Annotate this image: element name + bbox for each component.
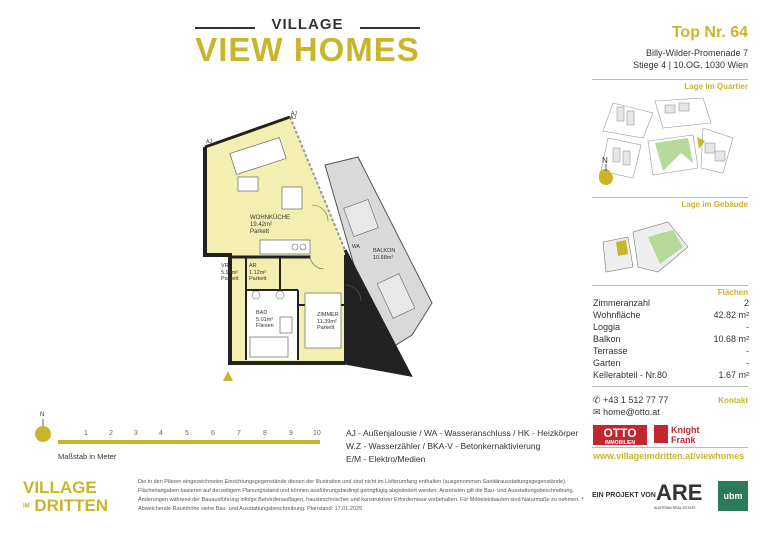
divider bbox=[592, 285, 748, 286]
legend-line-3: E/M - Elektro/Medien bbox=[346, 454, 426, 464]
are-sub-label: AUSTRIAN REAL ESTATE bbox=[654, 506, 696, 510]
facts-row: Kellerabteil - Nr.80 1.67 m² bbox=[593, 370, 749, 380]
village-view-homes-logo bbox=[195, 16, 420, 67]
toilet-icon bbox=[252, 291, 260, 299]
village-im-dritten-logo: VILLAGE IM DRITTEN bbox=[23, 478, 109, 515]
washbasin bbox=[280, 317, 292, 333]
divider bbox=[592, 79, 748, 80]
room-label-bad: BAD 5.01m² Fliesen bbox=[256, 310, 274, 329]
aj-mark: AJ bbox=[291, 111, 297, 117]
scale-tick-label: 8 bbox=[263, 430, 267, 437]
scale-tick-label: 5 bbox=[185, 430, 189, 437]
dining-table bbox=[282, 187, 302, 209]
legend-line-2: W.Z - Wasserzähler / BKA-V - Betonkernaktivierung bbox=[346, 441, 541, 451]
gebaeude-label: Lage im Gebäude bbox=[681, 200, 748, 209]
legend-line-1: AJ - Außenjalousie / WA - Wasseranschluss / HK - Heizkörper bbox=[346, 428, 579, 438]
map-block bbox=[655, 98, 711, 128]
logo-village-text: VILLAGE bbox=[271, 16, 344, 33]
scale-compass-letter: N bbox=[40, 412, 45, 418]
scale-tick-label: 3 bbox=[134, 430, 138, 437]
room-label-balkon: BALKON 10.68m² bbox=[373, 248, 396, 261]
phone-icon: ✆ bbox=[593, 395, 601, 405]
room-label-zimmer: ZIMMER 11.39m² Parkett bbox=[317, 312, 339, 331]
facts-row: Terrasse - bbox=[593, 346, 749, 356]
facts-table bbox=[593, 298, 749, 382]
svg-text:AJ: AJ bbox=[206, 139, 212, 145]
svg-text:AJ: AJ bbox=[290, 115, 296, 121]
map-unit-marker bbox=[697, 137, 705, 149]
map-building bbox=[665, 105, 675, 113]
scale-compass-icon bbox=[32, 418, 54, 444]
scale-tick-label: 7 bbox=[237, 430, 241, 437]
quartier-label: Lage im Quartier bbox=[684, 82, 748, 91]
room-label-ar: AR 1.12m² Parkett bbox=[249, 263, 267, 282]
facts-row: Wohnfläche 42.82 m² bbox=[593, 310, 749, 320]
facts-row: Garten - bbox=[593, 358, 749, 368]
scale-tick-label: 6 bbox=[211, 430, 215, 437]
entrance-arrow-icon bbox=[223, 371, 233, 381]
quartier-map bbox=[593, 93, 748, 193]
phone-row[interactable] bbox=[593, 395, 668, 406]
scale-tick-label: 2 bbox=[109, 430, 113, 437]
map-green-area bbox=[655, 138, 693, 171]
mail-icon: ✉ bbox=[593, 407, 601, 417]
are-logo: ARE bbox=[656, 480, 703, 505]
ein-projekt-label: EIN PROJEKT VON bbox=[592, 492, 656, 499]
scale-bar bbox=[58, 440, 320, 444]
compass-icon bbox=[598, 164, 614, 186]
map-building bbox=[715, 151, 725, 161]
facts-row: Zimmeranzahl 2 bbox=[593, 298, 749, 308]
logo-rule-right bbox=[360, 27, 420, 29]
map-building bbox=[617, 107, 624, 121]
map-building bbox=[627, 111, 634, 125]
floor-plan bbox=[190, 105, 450, 390]
email-address: home@otto.at bbox=[603, 407, 660, 417]
map-building bbox=[613, 148, 620, 162]
scale-tick-label: 9 bbox=[289, 430, 293, 437]
unit-number: Top Nr. 64 bbox=[671, 24, 748, 41]
disclaimer-text: Die in den Plänen eingezeichneten Einrichtungsgegenstände dienen der Illustration und sind nicht im Lieferumfang enthalten (ausgenommen Sanitärausstattungsgegenstände). Flächenangaben basieren auf derzeitigem Planungsstand und können ausführungsbedingt geringfügig abgeändert werden. Ansonsten gilt die Bau- und Ausstattungsbeschreibung. Änderungen während der Bauausführung infolge Behördenauflagen, hausteschnischer und konstruktiver Erfordernisse vorbehalten. Für Möbeleinbauten sind Naturmaße zu nehmen. * Abweichende Raumhöhe siehe Bau- und Ausstattungsbeschreibung. Planstand: 17.01.2025 bbox=[138, 479, 584, 512]
bathtub bbox=[250, 337, 288, 357]
knight-frank-icon bbox=[654, 425, 668, 443]
divider bbox=[592, 197, 748, 198]
coffee-table bbox=[238, 177, 258, 191]
logo-rule-left bbox=[195, 27, 255, 29]
facts-row: Loggia - bbox=[593, 322, 749, 332]
email-row[interactable] bbox=[593, 407, 660, 418]
facts-row: Balkon 10.68 m² bbox=[593, 334, 749, 344]
address-line-2: Stiege 4 | 10.OG, 1030 Wien bbox=[633, 60, 748, 70]
scale-label: Maßstab in Meter bbox=[58, 452, 117, 461]
facts-label: Flächen bbox=[717, 288, 748, 297]
divider bbox=[592, 447, 748, 448]
washer-icon bbox=[276, 291, 284, 299]
map-compass-letter: N bbox=[602, 156, 608, 165]
wa-mark: WA bbox=[352, 244, 360, 250]
divider bbox=[592, 386, 748, 387]
address-line-1: Billy-Wilder-Promenade 7 bbox=[645, 48, 748, 58]
map-building bbox=[679, 103, 689, 111]
room-label-vr: VR 5.94m² Parkett bbox=[221, 263, 239, 282]
map-building bbox=[623, 151, 630, 165]
logo-view-homes-text: VIEW HOMES bbox=[195, 31, 420, 68]
scale-tick-label: 1 bbox=[84, 430, 88, 437]
website-link[interactable]: www.villageimdritten.at/viewhomes bbox=[593, 451, 745, 461]
knight-frank-logo: Knight Frank bbox=[671, 425, 700, 445]
otto-immobilien-logo: OTTO IMMOBILIEN bbox=[593, 425, 647, 445]
ubm-logo: ubm bbox=[718, 481, 748, 511]
kitchen-counter bbox=[260, 240, 310, 254]
building-map bbox=[598, 212, 698, 282]
scale-tick-label: 4 bbox=[159, 430, 163, 437]
scale-tick-label: 10 bbox=[313, 430, 321, 437]
phone-number: +43 1 512 77 77 bbox=[603, 395, 669, 405]
contact-label: Kontakt bbox=[718, 396, 748, 405]
room-label-wohnkueche: WOHNKÜCHE 19.42m² Parkett bbox=[250, 215, 290, 235]
map-unit-marker bbox=[616, 240, 628, 256]
map-building bbox=[705, 143, 715, 153]
